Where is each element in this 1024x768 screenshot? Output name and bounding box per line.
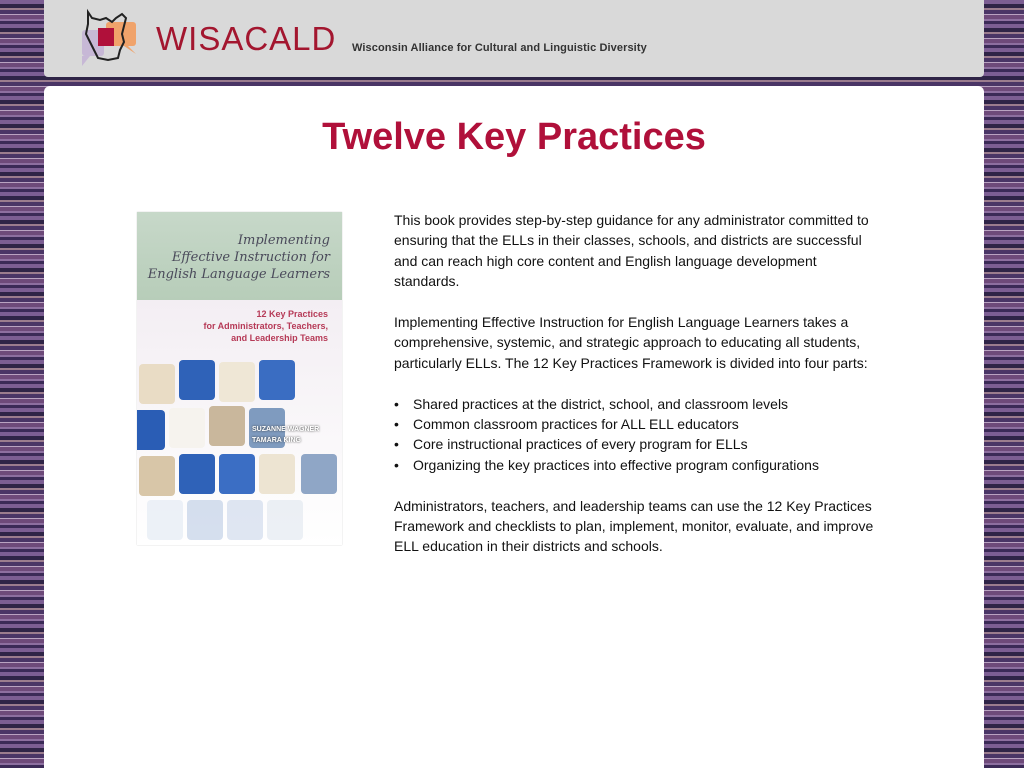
- cover-title-line: Effective Instruction for: [171, 250, 330, 265]
- cover-block: [179, 454, 215, 494]
- cover-block: [137, 410, 165, 450]
- book-cover-image: [137, 212, 342, 545]
- cover-block: [259, 360, 295, 400]
- wisconsin-map-speech-bubble-icon: [78, 8, 144, 68]
- list-item: [394, 414, 874, 434]
- cover-block: [139, 456, 175, 496]
- bullet-icon: •: [394, 416, 399, 433]
- slide-panel: [44, 86, 984, 768]
- list-item: [394, 434, 874, 454]
- cover-block: [301, 454, 337, 494]
- list-item-text: Common classroom practices for ALL ELL educators: [413, 416, 739, 433]
- cover-author: TAMARA KING: [252, 437, 301, 444]
- brand-tagline: Wisconsin Alliance for Cultural and Linguistic Diversity: [352, 42, 647, 54]
- header-band: [44, 0, 984, 77]
- cover-block: [169, 408, 205, 448]
- bullet-icon: •: [394, 395, 399, 412]
- list-item-text: Shared practices at the district, school, and classroom levels: [413, 395, 789, 412]
- cover-title-line: English Language Learners: [147, 267, 330, 282]
- list-item-text: Core instructional practices of every program for ELLs: [413, 436, 748, 453]
- list-item-text: Organizing the key practices into effective program configurations: [413, 456, 819, 473]
- paragraph-framework: Implementing Effective Instruction for English Language Learners takes a comprehensive, systemic, and strategic approach to educating all students, particularly ELLs. The 12 Key Practices Framework is divided into four parts:: [394, 314, 868, 371]
- body-text: [394, 210, 874, 577]
- bullet-icon: •: [394, 436, 399, 453]
- paragraph-intro: This book provides step-by-step guidance for any administrator committed to ensuring that the ELLs in their classes, schools, and districts are successful and can reach high core content and English language development standards.: [394, 212, 869, 290]
- cover-subtitle-line: and Leadership Teams: [231, 333, 328, 343]
- cover-title-line: Implementing: [237, 233, 330, 248]
- cover-title: [140, 232, 330, 283]
- cover-subtitle: [138, 308, 328, 344]
- slide-title: Twelve Key Practices: [322, 116, 706, 158]
- cover-block: [219, 362, 255, 402]
- cover-block: [227, 500, 263, 540]
- cover-block: [147, 500, 183, 540]
- cover-block: [267, 500, 303, 540]
- bullet-icon: •: [394, 456, 399, 473]
- list-item: [394, 455, 874, 475]
- cover-block: [219, 454, 255, 494]
- cover-block: [139, 364, 175, 404]
- cover-block: [187, 500, 223, 540]
- paragraph-usage: Administrators, teachers, and leadership teams can use the 12 Key Practices Framework and checklists to plan, implement, monitor, evaluate, and improve ELL education in their districts and schools.: [394, 497, 874, 555]
- bullet-list: [394, 394, 874, 476]
- cover-block: [179, 360, 215, 400]
- cover-block: [259, 454, 295, 494]
- cover-blocks-graphic: [137, 356, 342, 545]
- cover-block: [209, 406, 245, 446]
- cover-subtitle-line: for Administrators, Teachers,: [203, 321, 328, 331]
- list-item: [394, 394, 874, 414]
- cover-subtitle-line: 12 Key Practices: [256, 309, 328, 319]
- cover-authors: [252, 424, 332, 446]
- brand-name: WISACALD: [156, 20, 337, 57]
- cover-author: SUZANNE WAGNER: [252, 426, 320, 433]
